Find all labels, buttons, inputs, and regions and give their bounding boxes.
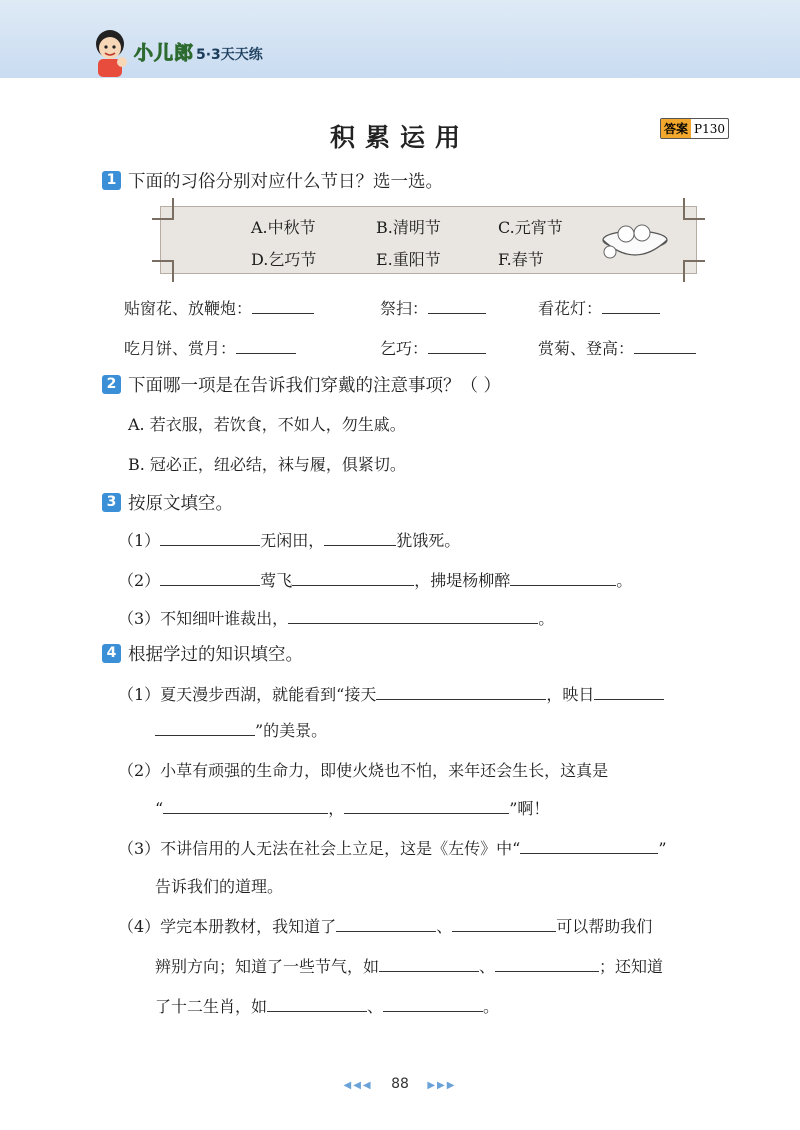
answer-label: 答案 [661,119,691,138]
q4-item-3-line-1 [118,836,667,859]
q1-item-label: 贴窗花、放鞭炮： [124,299,253,318]
poem-text: ，拂堤杨柳醉 [414,571,511,590]
option-b: B.清明节 [376,218,441,237]
question-text: ， [328,799,345,818]
q4-item-3-line-2: 告诉我们的道理。 [155,877,284,896]
option-c: C.元宵节 [498,218,563,237]
line-number: （1） [118,531,161,550]
answer-blank[interactable] [236,339,296,354]
q2-heading [102,372,501,397]
option-a: A.中秋节 [251,218,316,237]
frame-corner [683,260,705,282]
q4-item-4-line-1 [118,914,652,937]
q1-item-label: 看花灯： [538,299,603,318]
arrow-right-icon: ▶▶▶ [427,1080,457,1091]
answer-blank[interactable] [594,685,664,700]
q3-prompt: 按原文填空。 [128,494,233,514]
question-text: （3）不讲信用的人无法在社会上立足，这是《左传》中“ [118,839,521,858]
q1-item-label: 乞巧： [380,339,429,358]
line-number: （2） [118,571,161,590]
mascot-icon [88,26,132,80]
poem-text: （3）不知细叶谁裁出， [118,609,289,628]
answer-blank[interactable] [379,957,479,972]
answer-blank[interactable] [292,571,414,586]
answer-blank[interactable] [510,571,616,586]
answer-blank[interactable] [288,609,538,624]
question-text: （1）夏天漫步西湖，就能看到“接天 [118,685,377,704]
answer-blank[interactable] [452,917,556,932]
question-text: ，映日 [546,685,595,704]
brand-name: 小儿郎 [134,42,195,64]
q1-item-2 [380,296,486,319]
answer-blank[interactable] [602,299,660,314]
answer-blank[interactable] [495,957,599,972]
question-text: ”的美景。 [255,721,328,740]
q4-item-2-line-1: （2）小草有顽强的生命力，即使火烧也不怕，来年还会生长，这真是 [118,761,609,780]
question-text: （4）学完本册教材，我知道了 [118,917,337,936]
question-text: ”啊！ [509,799,550,818]
q1-item-6 [538,336,696,359]
answer-blank[interactable] [383,997,483,1012]
q4-item-1-line-1 [118,682,664,705]
answer-blank[interactable] [428,339,486,354]
q4-prompt: 根据学过的知识填空。 [128,645,303,665]
q1-item-label: 赏菊、登高： [538,339,635,358]
q4-item-4-line-3 [155,994,499,1017]
question-text: ” [658,839,667,858]
option-e: E.重阳节 [376,250,441,269]
poem-text: 无闲田， [260,531,325,550]
q3-line-3 [118,606,554,629]
answer-blank[interactable] [252,299,314,314]
frame-corner [683,198,705,220]
question-text: “ [155,799,164,818]
arrow-left-icon: ◀◀◀ [343,1080,373,1091]
q1-item-4 [124,336,296,359]
q4-number-badge: 4 [102,644,121,663]
q3-number-badge: 3 [102,493,121,512]
answer-blank[interactable] [520,839,658,854]
q1-item-1 [124,296,314,319]
frame-corner [152,198,174,220]
q1-item-3 [538,296,660,319]
tangyuan-bowl-icon [600,218,670,264]
q3-line-2 [118,568,632,591]
brand-series: 5·3天天练 [196,47,263,63]
answer-blank[interactable] [336,917,436,932]
answer-blank[interactable] [155,721,255,736]
answer-blank[interactable] [376,685,546,700]
question-text: 了十二生肖，如 [155,997,268,1016]
option-d: D.乞巧节 [251,250,317,269]
page-footer [0,1076,800,1092]
q4-item-1-line-2 [155,718,327,741]
q1-heading [102,168,443,193]
q4-item-4-line-2 [155,954,663,977]
q3-heading [102,490,233,515]
q1-number-badge: 1 [102,171,121,190]
q1-prompt: 下面的习俗分别对应什么节日？选一选。 [128,172,443,192]
q2-prompt: 下面哪一项是在告诉我们穿戴的注意事项？（ ） [128,376,502,396]
q2-option-b: B. 冠必正，纽必结，袜与履，俱紧切。 [128,455,406,474]
poem-text: 莺飞 [260,571,293,590]
answer-blank[interactable] [160,571,260,586]
question-text: 可以帮助我们 [556,917,653,936]
q1-item-label: 祭扫： [380,299,429,318]
answer-blank[interactable] [163,799,328,814]
answer-blank[interactable] [344,799,509,814]
answer-tag [660,118,729,139]
frame-corner [152,260,174,282]
q3-line-1 [118,528,460,551]
question-text: 、 [367,997,384,1016]
answer-blank[interactable] [324,531,396,546]
question-text: 、 [479,957,496,976]
poem-text: 。 [616,571,633,590]
q1-item-5 [380,336,486,359]
answer-blank[interactable] [634,339,696,354]
answer-blank[interactable] [160,531,260,546]
q4-item-2-line-2 [155,796,549,819]
question-text: ；还知道 [599,957,664,976]
q2-number-badge: 2 [102,375,121,394]
q2-option-a: A. 若衣服，若饮食，不如人，勿生戚。 [128,415,406,434]
answer-blank[interactable] [428,299,486,314]
question-text: 、 [436,917,453,936]
page-number: 88 [391,1076,409,1092]
page-title: 积累运用 [329,123,470,152]
question-text: 辨别方向；知道了一些节气，如 [155,957,380,976]
poem-text: 。 [538,609,555,628]
q1-item-label: 吃月饼、赏月： [124,339,237,358]
answer-page: P130 [691,121,728,137]
question-text: 。 [483,997,500,1016]
option-f: F.春节 [498,250,544,269]
poem-text: 犹饿死。 [396,531,461,550]
answer-blank[interactable] [267,997,367,1012]
q4-heading [102,641,303,666]
